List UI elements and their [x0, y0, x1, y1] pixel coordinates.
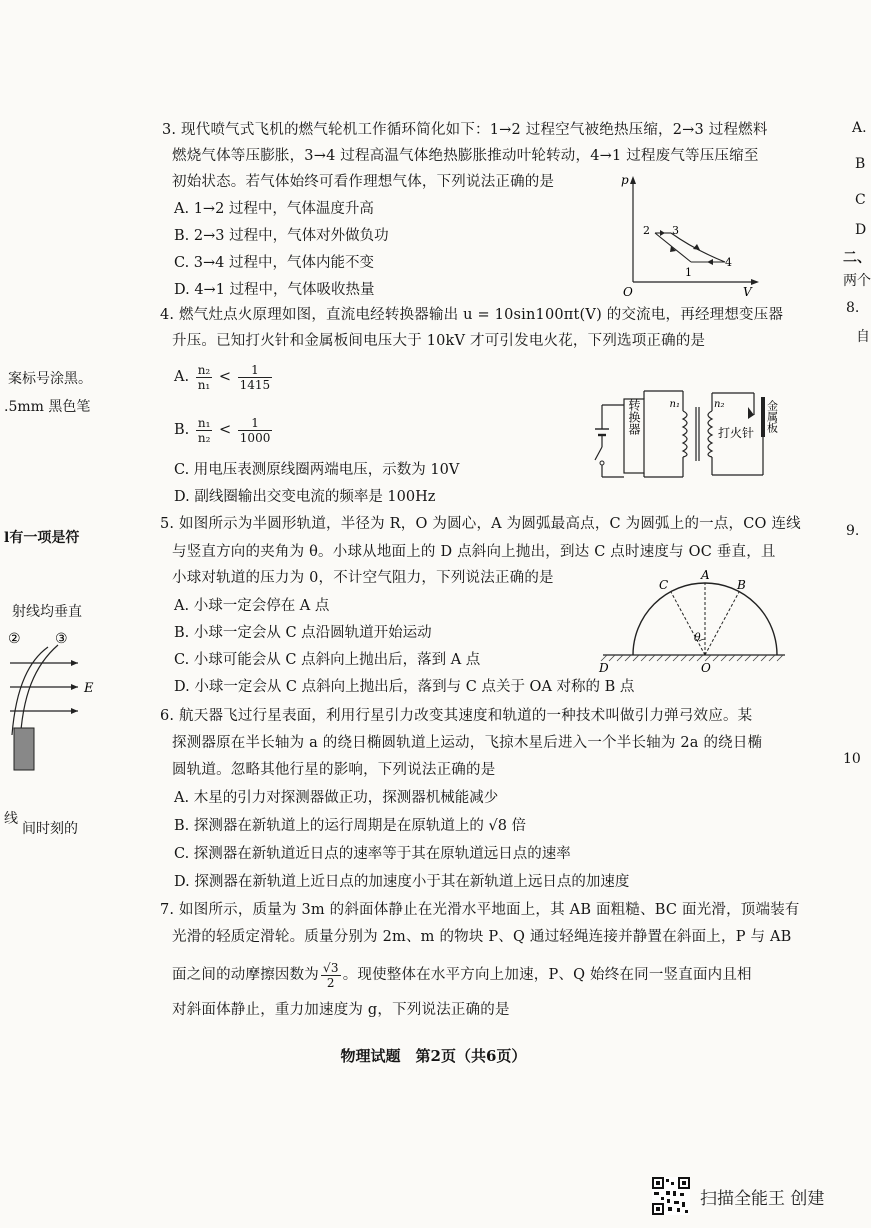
q4-option-a-ratio	[196, 363, 213, 392]
q7-line-3a: 面之间的动摩擦因数为	[172, 967, 319, 983]
q4-option-b-rel: <	[219, 422, 232, 438]
q5-line-2: 与竖直方向的夹角为 θ。小球从地面上的 D 点斜向上抛出，到达 C 点时速度与 OC 垂直，且	[172, 544, 776, 560]
q5-point-a: A	[701, 568, 710, 582]
q5-point-o: O	[701, 661, 711, 675]
q7-line-3b: 。现使整体在水平方向上加速，P、Q 始终在同一竖直面内且相	[342, 967, 752, 983]
qr-code-icon	[652, 1177, 690, 1215]
q4-n2-label: n₂	[714, 399, 725, 410]
q5-option-b: B. 小球一定会从 C 点沿圆轨道开始运动	[174, 625, 432, 641]
q4-option-b-ratio	[196, 416, 213, 445]
q3-pv-diagram	[615, 170, 765, 300]
q4-option-b-value	[238, 416, 273, 445]
q5-theta: θ	[694, 631, 701, 644]
right-fragment-zi: 自	[856, 329, 870, 345]
q5-semicircle-diagram	[595, 565, 790, 675]
q3-line-1: 3. 现代喷气式飞机的燃气轮机工作循环简化如下：1→2 过程空气被绝热压缩，2→3 过程燃料	[162, 122, 768, 138]
q3-point-1: 1	[685, 266, 692, 279]
q6-line-1: 6. 航天器飞过行星表面，利用行星引力改变其速度和轨道的一种技术叫做引力弹弓效应。某	[160, 708, 753, 724]
q3-point-4: 4	[725, 256, 732, 269]
q5-line-3: 小球对轨道的压力为 0，不计空气阻力，下列说法正确的是	[172, 570, 554, 586]
q3-line-2: 燃烧气体等压膨胀，3→4 过程高温气体绝热膨胀推动叶轮转动，4→1 过程废气等压压缩至	[172, 148, 759, 164]
q4-option-b-label: B.	[174, 422, 190, 438]
right-fragment-A: A.	[852, 120, 867, 136]
q4-option-a-label: A.	[174, 369, 190, 385]
right-fragment-D: D	[855, 222, 867, 238]
right-fragment-9: 9.	[846, 523, 860, 539]
right-fragment-10: 10	[843, 751, 861, 767]
q5-line-1: 5. 如图所示为半圆形轨道，半径为 R，O 为圆心，A 为圆弧最高点，C 为圆弧上的一点，CO 连线	[160, 516, 801, 532]
q4-option-a-rel: <	[218, 369, 232, 385]
q4-option-d: D. 副线圈输出交变电流的频率是 100Hz	[174, 489, 436, 505]
q5-point-b: B	[737, 578, 746, 592]
q6-option-c: C. 探测器在新轨道近日点的速率等于其在原轨道远日点的速率	[174, 846, 571, 862]
q7-line-2: 光滑的轻质定滑轮。质量分别为 2m、m 的物块 P、Q 通过轻绳连接并静置在斜面上，P 与 AB	[172, 929, 792, 945]
left-fragment-5: 线	[4, 811, 18, 827]
q4-option-a	[174, 357, 274, 397]
right-fragment-8: 8.	[846, 300, 860, 316]
q5-point-c: C	[659, 578, 669, 592]
left-fragment-circle3: ③	[55, 631, 68, 647]
q4-option-b	[174, 410, 274, 450]
q4-option-c: C. 用电压表测原线圈两端电压，示数为 10V	[174, 462, 460, 478]
page-footer: 物理试题 第2页（共6页）	[340, 1047, 527, 1065]
left-fragment-circle2: ②	[8, 631, 21, 647]
q6-option-d: D. 探测器在新轨道上近日点的加速度小于其在新轨道上远日点的加速度	[174, 874, 630, 890]
q7-line-1: 7. 如图所示，质量为 3m 的斜面体静止在光滑水平地面上，其 AB 面粗糙、BC 面光滑，顶端装有	[160, 902, 800, 918]
q4-line-1: 4. 燃气灶点火原理如图，直流电经转换器输出 u = 10sin100πt(V) 的交流电，再经理想变压器	[160, 307, 784, 323]
q7-line-4: 对斜面体静止，重力加速度为 g，下列说法正确的是	[172, 1002, 510, 1018]
q4-b-rnum: 1	[238, 416, 273, 431]
q3-point-3: 3	[672, 224, 679, 237]
q5-point-d: D	[599, 661, 609, 675]
q5-option-c: C. 小球可能会从 C 点斜向上抛出后，落到 A 点	[174, 652, 481, 668]
q6-option-b: B. 探测器在新轨道上的运行周期是在原轨道上的 √8 倍	[174, 818, 527, 834]
left-fragment-3: l有一项是符	[4, 530, 80, 546]
q4-option-a-value	[238, 363, 273, 392]
left-fragment-figure	[0, 625, 110, 775]
q3-option-d: D. 4→1 过程中，气体吸收热量	[174, 282, 375, 298]
q4-b-den: n₂	[197, 430, 211, 445]
q3-line-3: 初始状态。若气体始终可看作理想气体，下列说法正确的是	[172, 174, 555, 190]
q4-b-num: n₁	[197, 415, 211, 430]
q3-point-2: 2	[643, 224, 650, 237]
q7-friction-fraction	[321, 961, 341, 990]
q7-frac-den: 2	[326, 975, 335, 990]
q3-origin: O	[623, 285, 633, 299]
right-fragment-C: C	[855, 192, 866, 208]
q4-b-rden: 1000	[239, 430, 271, 445]
left-fragment-6: 间时刻的	[22, 821, 78, 837]
q4-a-num: n₂	[197, 362, 211, 377]
q4-plate-label: 金属板	[765, 400, 779, 433]
q7-line-3	[172, 955, 752, 995]
q4-circuit-diagram	[588, 385, 798, 485]
left-fragment-E: E	[84, 681, 94, 696]
q5-option-a: A. 小球一定会停在 A 点	[174, 598, 330, 614]
q3-axis-p: p	[621, 173, 629, 187]
left-fragment-1: 案标号涂黑。	[8, 371, 92, 387]
q3-axis-v: V	[743, 285, 752, 299]
q5-option-d: D. 小球一定会从 C 点斜向上抛出后，落到与 C 点关于 OA 对称的 B 点	[174, 679, 635, 695]
q4-needle-label: 打火针	[718, 426, 755, 440]
q4-converter-label: 转换器	[627, 399, 641, 435]
q4-n1-label: n₁	[669, 399, 680, 410]
q6-line-2: 探测器原在半长轴为 a 的绕日椭圆轨道上运动，飞掠木星后进入一个半长轴为 2a 的绕日椭	[172, 735, 763, 751]
left-fragment-4: 射线均垂直	[12, 604, 82, 620]
right-fragment-two: 两个	[843, 273, 871, 289]
watermark-text: 扫描全能王 创建	[700, 1189, 825, 1209]
q3-option-c: C. 3→4 过程中，气体内能不变	[174, 255, 375, 271]
q6-line-3: 圆轨道。忽略其他行星的影响，下列说法正确的是	[172, 762, 496, 778]
q6-option-a: A. 木星的引力对探测器做正功，探测器机械能减少	[174, 790, 499, 806]
q4-a-rnum: 1	[238, 363, 273, 378]
right-fragment-B: B	[855, 156, 866, 172]
q4-line-2: 升压。已知打火针和金属板间电压大于 10kV 才可引发电火花，下列选项正确的是	[172, 333, 706, 349]
q4-a-rden: 1415	[239, 377, 271, 392]
q3-option-a: A. 1→2 过程中，气体温度升高	[174, 201, 374, 217]
q7-frac-num: √3	[323, 960, 339, 975]
q3-option-b: B. 2→3 过程中，气体对外做负功	[174, 228, 389, 244]
q4-a-den: n₁	[197, 377, 211, 392]
left-fragment-2: .5mm 黑色笔	[4, 399, 91, 415]
right-fragment-section: 二、	[843, 250, 871, 266]
